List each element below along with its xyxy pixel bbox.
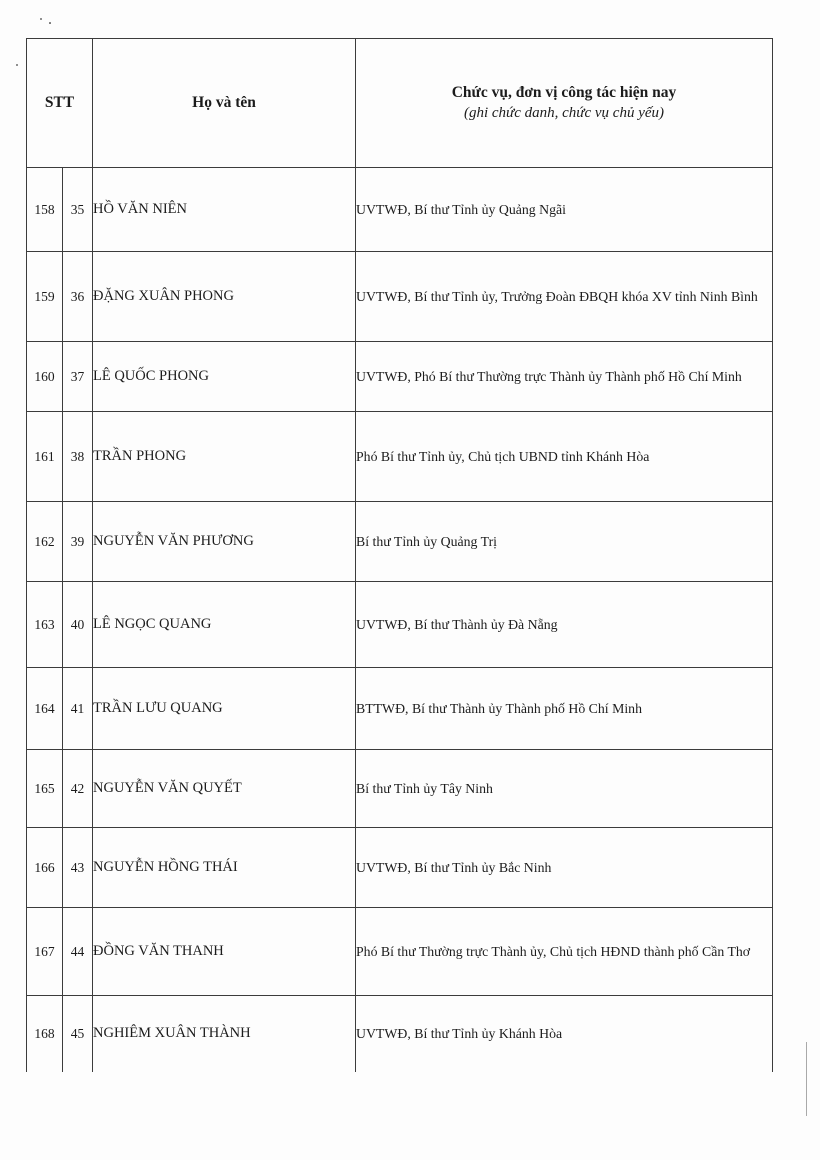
- row-name: NGUYỄN VĂN QUYẾT: [93, 750, 356, 828]
- row-position: Phó Bí thư Tỉnh ủy, Chủ tịch UBND tỉnh Khánh Hòa: [356, 412, 773, 502]
- row-position: UVTWĐ, Bí thư Thành ủy Đà Nẵng: [356, 582, 773, 668]
- scan-speck: [49, 22, 51, 24]
- candidate-table: [26, 38, 773, 1072]
- row-sub-number: 44: [63, 908, 93, 996]
- row-position: BTTWĐ, Bí thư Thành ủy Thành phố Hồ Chí Minh: [356, 668, 773, 750]
- row-position: Bí thư Tỉnh ủy Quảng Trị: [356, 502, 773, 582]
- row-position: UVTWĐ, Bí thư Tỉnh ủy Khánh Hòa: [356, 996, 773, 1072]
- table-row: [27, 668, 773, 750]
- row-name: TRẦN PHONG: [93, 412, 356, 502]
- row-sub-number: 40: [63, 582, 93, 668]
- row-sub-number: 35: [63, 168, 93, 252]
- table-row: [27, 502, 773, 582]
- row-number: 162: [27, 502, 63, 582]
- table-row: [27, 996, 773, 1072]
- row-sub-number: 42: [63, 750, 93, 828]
- row-sub-number: 38: [63, 412, 93, 502]
- table-row: [27, 828, 773, 908]
- row-sub-number: 41: [63, 668, 93, 750]
- row-name: NGUYỄN VĂN PHƯƠNG: [93, 502, 356, 582]
- row-position: Phó Bí thư Thường trực Thành ủy, Chủ tịch HĐND thành phố Cần Thơ: [356, 908, 773, 996]
- row-sub-number: 39: [63, 502, 93, 582]
- header-position: [356, 39, 773, 168]
- row-sub-number: 45: [63, 996, 93, 1072]
- table-row: [27, 908, 773, 996]
- row-name: TRẦN LƯU QUANG: [93, 668, 356, 750]
- row-number: 168: [27, 996, 63, 1072]
- row-sub-number: 43: [63, 828, 93, 908]
- row-position: UVTWĐ, Bí thư Tỉnh ủy Bắc Ninh: [356, 828, 773, 908]
- table-header-row: [27, 39, 773, 168]
- row-number: 159: [27, 252, 63, 342]
- row-position: Bí thư Tỉnh ủy Tây Ninh: [356, 750, 773, 828]
- scan-speck: [16, 64, 18, 66]
- row-position: UVTWĐ, Bí thư Tỉnh ủy Quảng Ngãi: [356, 168, 773, 252]
- row-name: LÊ QUỐC PHONG: [93, 342, 356, 412]
- table-row: [27, 750, 773, 828]
- row-sub-number: 37: [63, 342, 93, 412]
- row-number: 158: [27, 168, 63, 252]
- table-row: [27, 412, 773, 502]
- row-name: NGHIÊM XUÂN THÀNH: [93, 996, 356, 1072]
- header-stt: STT: [27, 39, 93, 168]
- header-position-title: Chức vụ, đơn vị công tác hiện nay: [451, 84, 677, 101]
- row-sub-number: 36: [63, 252, 93, 342]
- table-row: [27, 582, 773, 668]
- scan-speck: [40, 18, 42, 20]
- row-name: HỒ VĂN NIÊN: [93, 168, 356, 252]
- row-number: 161: [27, 412, 63, 502]
- row-number: 160: [27, 342, 63, 412]
- scan-edge-line: [806, 1042, 807, 1116]
- header-name: Họ và tên: [93, 39, 356, 168]
- row-position: UVTWĐ, Bí thư Tỉnh ủy, Trưởng Đoàn ĐBQH khóa XV tỉnh Ninh Bình: [356, 252, 773, 342]
- table-row: [27, 252, 773, 342]
- row-name: LÊ NGỌC QUANG: [93, 582, 356, 668]
- row-number: 167: [27, 908, 63, 996]
- row-name: NGUYỄN HỒNG THÁI: [93, 828, 356, 908]
- table-row: [27, 168, 773, 252]
- row-position: UVTWĐ, Phó Bí thư Thường trực Thành ủy Thành phố Hồ Chí Minh: [356, 342, 773, 412]
- row-number: 165: [27, 750, 63, 828]
- row-name: ĐỒNG VĂN THANH: [93, 908, 356, 996]
- row-number: 163: [27, 582, 63, 668]
- row-number: 164: [27, 668, 63, 750]
- table-row: [27, 342, 773, 412]
- row-number: 166: [27, 828, 63, 908]
- row-name: ĐẶNG XUÂN PHONG: [93, 252, 356, 342]
- header-position-subtitle: (ghi chức danh, chức vụ chủ yếu): [463, 105, 665, 121]
